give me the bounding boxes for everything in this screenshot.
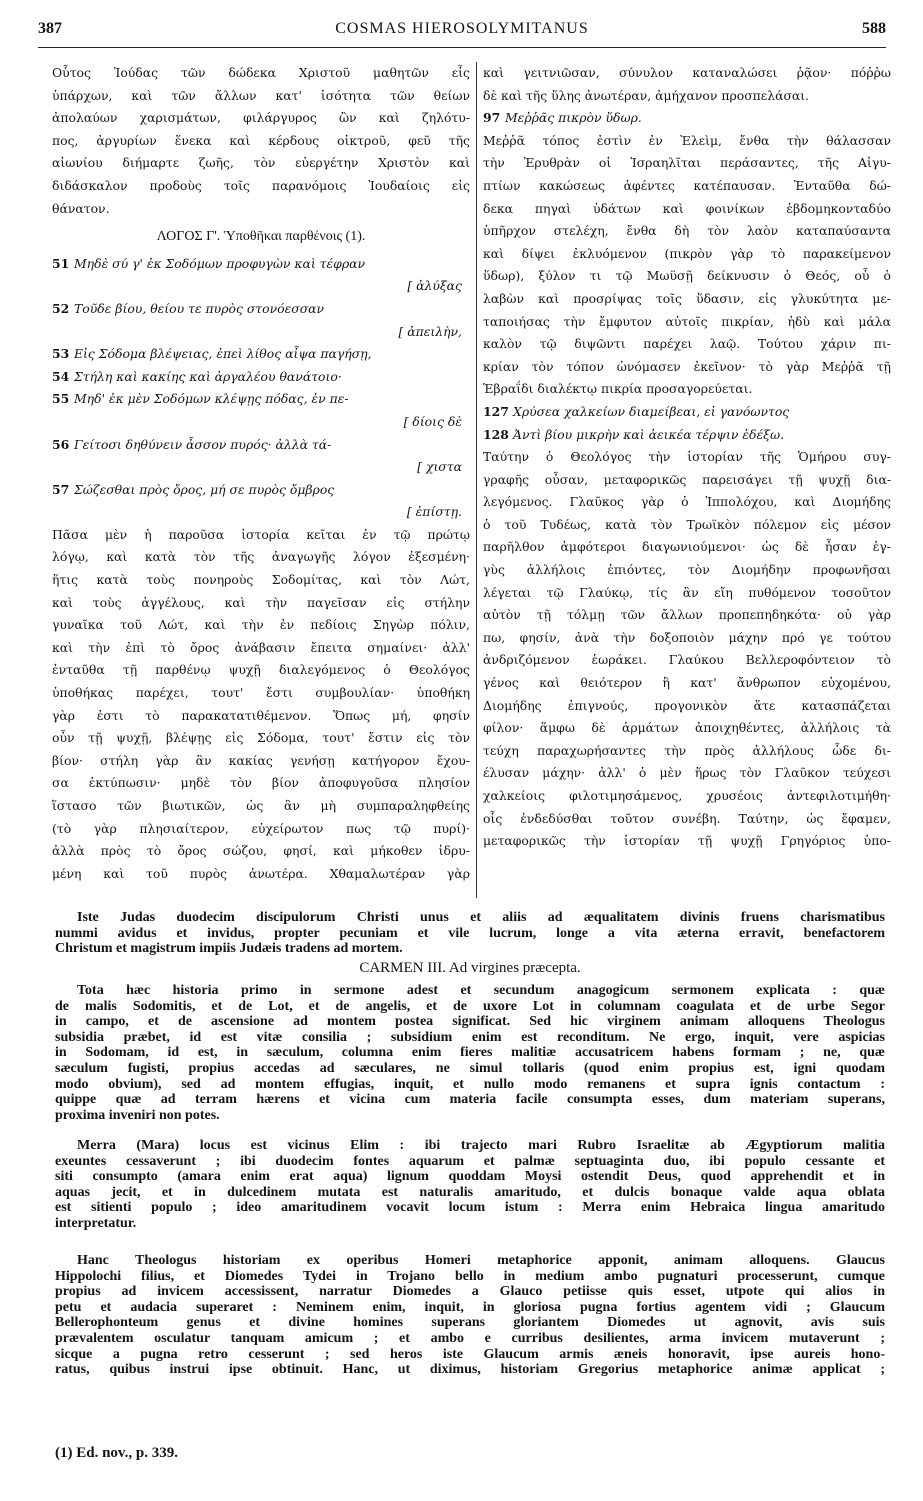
greek-line: παρῆλθον ἀμφότεροι διαγωνιούμενοι· ὡς δὲ ἦσαν ἐγ- [483,539,891,555]
latin-line: petu et audacia superaret : Neminem enim, inquit, in gloriosa pugna fortius agentem vidi ; Glaucum [55,1299,885,1315]
greek-line: γὺς ἀλλήλοις ἐπιόντες, τὸν Διομήδην προφωνῆσαι [483,562,891,578]
verse-continuation: [ ἀπειλὴν, [398,323,462,339]
latin-line: Hippolochi filius, et Diomedes Tydei in Trojano bello in medium ambo pugnaturi processerunt, cumque [55,1268,885,1284]
greek-line: μένη καὶ τοῦ πυρὸς ἀνωτέρα. Χθαμαλωτέραν γὰρ [52,865,470,881]
greek-line: κρίαν τὸν τόπον ὠνόμασεν ἐκεῖνον· τὸ γὰρ Μεῤῥᾶ τῇ [483,358,891,374]
footnote: (1) Ed. nov., p. 339. [55,1445,178,1461]
latin-line: siti consumpto (amara enim erat aqua) lignum quoddam Moysi ostendit Deus, quod apprehendit et in [55,1169,885,1185]
latin-line: sæculum fugisti, propius accedas ad sæculares, ne simul tollaris (quod enim propius est, igni quodam [55,1060,885,1076]
running-header [38,20,886,42]
verse-number: 56 [52,436,70,452]
greek-line: ἀνδριζόμενον ἑωράκει. Γλαύκου Βελλεροφόντειον τὸ [483,652,891,668]
header-rule [38,47,886,48]
verse-text: Μεῤῥᾶς πικρὸν ὕδωρ. [505,110,642,126]
latin-line: proxima inveniri non potes. [55,1107,220,1123]
verse-text: Ἀντὶ βίου μικρὴν καὶ ἀεικέα τέρψιν ἐδέξω. [513,426,785,442]
verse-128 [483,424,891,447]
verse-text: Χρύσεα χαλκείων διαμείβεαι, εἰ γανόωντος [513,403,790,419]
verse-54 [52,366,470,389]
verse-text: Μηδὲ σύ γ' ἐκ Σοδόμων προφυγὼν καὶ τέφραν [74,255,366,271]
greek-line: Πᾶσα μὲν ἡ παροῦσα ἱστορία κεῖται ἐν τῷ πρώτῳ [52,526,470,542]
verse-127 [483,401,891,424]
latin-line: nummi avidus et invidus, propter pecuniam et vile lucrum, longe a vita æterna erravit, benefactorem [55,925,885,941]
greek-line: καὶ δίψει ἐκλυόμενον (πικρὸν γὰρ τὸ παρακείμενον [483,245,891,261]
greek-line: γένος καὶ θειότερον ἢ κατ' ἄνθρωπον εὐχομένου, [483,675,891,691]
verse-56 [52,434,470,457]
verse-continuation: [ ἀλύξας [407,278,462,294]
verse-number: 53 [52,346,70,362]
greek-line: λεγόμενος. Γλαῦκος γὰρ ὁ Ἱππολόχου, καὶ Διομήδης [483,494,891,510]
verse-text: Τοῦδε βίου, θείου τε πυρὸς στονόεσσαν [74,300,325,316]
latin-paragraph-1 [55,910,885,957]
greek-line: οὖν τῇ ψυχῇ, βλέψῃς εἰς Σόδομα, τουτ' ἔστιν εἰς τὸν [52,730,470,746]
latin-paragraph-2 [55,983,885,1123]
greek-line: ἵστασο τῶν βιωτικῶν, ὡς ἂν μὴ συμπαραληφθείης [52,798,470,813]
greek-line: καὶ τοὺς ἀγγέλους, καὶ τὴν παγεῖσαν εἰς στήλην [52,594,470,610]
verse-text: Στήλη καὶ κακίης καὶ ἀργαλέου θανάτοιο· [74,368,342,384]
latin-line: prævalentem osculatur tanquam amicum ; et ambo e curribus desilientes, arma invicem mutaverunt ; [55,1330,885,1346]
latin-line: aquas jecit, et in dulcedinem mutata est naturalis amaritudo, et dulcis bonaque valde aqua oblata [55,1184,885,1200]
verse-51 [52,253,470,276]
greek-line: γυναῖκα τοῦ Λώτ, καὶ τὴν ἐν πεδίοις Σηγὼρ πόλιν, [52,617,470,633]
latin-line: quippe quæ ad terram hærens et vicina cum materia facile consumpta esses, dum materiam superans, [55,1092,885,1108]
greek-line: δὲ καὶ τῆς ὕλης ἀνωτέραν, ἀμήχανον προσπελάσαι. [483,87,810,103]
greek-column-left [52,62,470,885]
carmen-heading: CARMEN III. Ad virgines præcepta. [359,960,581,976]
verse-number: 128 [483,426,509,442]
greek-line: καὶ τὴν ἐπὶ τὸ ὄρος ἀνάβασιν ἔπειτα σημαίνει· ἀλλ' [52,639,470,655]
greek-line: γραφῆς οὖσαν, μεταφορικῶς παρεισάγει τῇ ψυχῇ δια- [483,471,891,487]
verse-number: 54 [52,368,70,384]
latin-line: subsidia præbet, id est vitæ consilia ; subsidium enim est reconditum. Ne ergo, inquit, vere aspicias [55,1029,885,1045]
greek-line: λαβὼν καὶ προσρίψας τοῖς ὕδασιν, εἰς γλυκύτητα με- [483,290,891,306]
verse-text: Μηδ' ἐκ μὲν Σοδόμων κλέψῃς πόδας, ἐν πε- [74,391,349,407]
greek-line: πος, ἀργυρίων ἕνεκα καὶ κέρδους οἰκτροῦ, φεῦ τῆς [52,132,470,148]
greek-line: Ταύτην ὁ Θεολόγος τὴν ἱστορίαν τῆς Ὁμήρου συγ- [483,449,891,465]
greek-line: τὴν Ἐρυθρὰν οἱ Ἰσραηλῖται περάσαντες, τῆς Αἰγυ- [483,155,891,171]
greek-line: μεταφορικῶς τὴν ἱστορίαν τῇ ψυχῇ Γρηγόριος ὑπο- [483,833,891,849]
latin-line: Hanc Theologus historiam ex operibus Homeri metaphorice apponit, animam alloquens. Glaucus [77,1253,885,1268]
verse-text: Σώζεσθαι πρὸς ὄρος, μή σε πυρὸς ὄμβρος [74,481,335,497]
page-number-left: 387 [38,20,62,37]
greek-line: Μεῤῥᾶ τόπος ἐστὶν ἐν Ἐλεὶμ, ἔνθα τὴν θάλασσαν [483,132,891,148]
greek-line: ὑπάρχων, καὶ τῶν ἄλλων κατ' ἰσότητα τῶν θείων [52,87,470,103]
greek-line: (τὸ γὰρ πλησιαίτερον, εὐχείρωτον πως τῷ πυρί)· [52,820,470,836]
latin-line: modo obvium), sed ad montem effugias, inquit, et nullo modo remanens et supra ignis contactum : [55,1076,885,1092]
greek-line: καλὸν τῷ διψῶντι παρέχει λαῷ. Τούτου χάριν πι- [483,336,891,352]
section-heading: ΛΟΓΟΣ Γ'. Ὑποθῆκαι παρθένοις (1). [156,229,366,245]
verse-continuation: [ ἐπίστῃ. [406,504,462,520]
greek-line: ὕδωρ), ξύλον τι τῷ Μωϋσῇ δείκνυσιν ὁ Θεός, οὗ ὁ [483,268,891,284]
greek-line: πτίων κακώσεως ἀφέντες κατέπαυσαν. Ἐνταῦθα δώ- [483,177,891,193]
latin-paragraph-4 [55,1253,885,1378]
greek-line: έλυσαν μάχην· ἀλλ' ὁ μὲν ἥρως τὸν Γλαῦκον τεύχεσι [483,765,891,781]
verse-number: 57 [52,481,70,497]
verse-52 [52,298,470,321]
verse-continuation: [ χιστα [417,459,462,475]
greek-line: αὐτὸν τῇ τόλμῃ τῶν ἄλλων προπεπηδηκότα· οὐ γὰρ [483,607,891,623]
latin-line: interpretatur. [55,1215,137,1231]
greek-line: Ἑβραΐδι διαλέκτῳ πικρία προσαγορεύεται. [483,381,753,397]
latin-line: exeuntes cessaverunt ; ibi duodecim fontes aquarum et palmæ septuaginta duo, ibi populo cessante et [55,1153,885,1169]
greek-line: τεύχη παραχωρήσαντες τὴν πρὸς ἀλλήλους ὧδε δι- [483,742,891,758]
latin-line: in campo, et de ascensione ad montem postea significat. Sed hic virginem animam alloquens Theologus [55,1014,885,1030]
latin-line: Christum et magistrum impiis Judæis tradens ad mortem. [55,941,403,957]
greek-line: πω, φησίν, ἀνὰ τὴν δοξοποιὸν μάχην πρό γε τούτου [483,629,891,645]
verse-number: 51 [52,255,70,271]
latin-line: Tota hæc historia primo in sermone adest et secundum anagogicum sermonem explicata : quæ [77,983,885,998]
greek-line: διδάσκαλον προδοὺς τοῖς παρανόμοις Ἰουδαίοις εἰς [52,177,470,193]
greek-line: σα ἐκτύπωσιν· μηδὲ τὸν βίον ἀποφυγοῦσα πλησίον [52,775,470,791]
latin-line: ratus, quibus instrui ipse obtinuit. Hanc, ut diximus, historiam Gregorius metaphorice animæ applicat ; [55,1362,885,1378]
greek-line: αἰωνίου διήμαρτε ζωῆς, τὸν εὐεργέτην Χριστὸν καὶ [52,155,470,171]
greek-line: λόγῳ, καὶ κατὰ τὸν τῆς ἀναγωγῆς λόγον ἐξεσμένη· [52,549,470,565]
verse-number: 52 [52,300,70,316]
greek-line: ἥτις κατὰ τοὺς πονηροὺς Σοδομίτας, καὶ τὸν Λώτ, [52,572,470,588]
verse-continuation: [ δίοις δὲ [403,413,462,429]
page-number-right: 588 [862,20,886,37]
greek-line: θάνατον. [52,200,110,216]
greek-line: ὑποθήκας παρέχει, τουτ' ἔστι συμβουλίαν· ὑποθήκη [52,685,470,701]
latin-paragraph-3 [55,1138,885,1232]
verse-text: Εἰς Σόδομα βλέψειας, ἐπεὶ λίθος αἶψα παγήσῃ, [74,346,372,362]
greek-line: ἀλλὰ πρὸς τὸ ὄρος σώζου, φησί, καὶ μήκοθεν ἱδρυ- [52,843,470,859]
greek-line: δεκα πηγαὶ ὑδάτων καὶ φοινίκων ἑβδομηκονταδύο [483,200,891,216]
verse-55 [52,388,470,411]
latin-line: propius ad invicem accessissent, narratur Diomedes a Glauco petiisse quis esset, utpote qui alios in [55,1284,885,1300]
greek-line: οἷς ἐνδεδύσθαι τοῦτον συνέβη. Ταύτην, ὡς ἔφαμεν, [483,810,891,826]
greek-line: ὑπῆρχον στελέχη, ἔνθα δὴ τὸν λαὸν καταπαύσαντα [483,223,891,239]
latin-line: in Sodomam, id est, in sæculum, columna enim fieres malitiæ accusatricem habens formam ; ne, quæ [55,1045,885,1061]
greek-line: ἐνταῦθα τῇ παρθένῳ ψυχῇ διαλεγόμενος ὁ Θεολόγος [52,662,470,678]
greek-line: Οὗτος Ἰούδας τῶν δώδεκα Χριστοῦ μαθητῶν εἷς [52,65,470,80]
running-title: COSMAS HIEROSOLYMITANUS [335,20,589,37]
latin-line: Iste Judas duodecim discipulorum Christi unus et aliis ad æqualitatem divinis fruens charismatibus [77,910,885,925]
verse-97 [483,107,891,130]
greek-line: γὰρ ἐστι τὸ παρακατατιθέμενον. Ὅπως μή, φησίν [52,707,470,723]
verse-text: Γείτοσι δηθύνειν ἆσσον πυρός· ἀλλὰ τά- [74,436,332,452]
latin-line: Bellerophonteum genus et divine homines superans gloriantem Diomedes ut agnovit, avis suis [55,1315,885,1331]
greek-line: ἀπολαύων χαρισμάτων, φιλάργυρος ὢν καὶ ζηλότυ- [52,110,470,126]
verse-number: 127 [483,403,509,419]
latin-line: Merra (Mara) locus est vicinus Elim : ibi trajecto mari Rubro Israelitæ ab Ægyptiorum malitia [77,1138,885,1153]
verse-number: 55 [52,391,70,407]
verse-number: 97 [483,110,501,126]
greek-column-right [476,62,891,898]
greek-line: καὶ γειτνιῶσαν, σύνυλον καταναλώσει ῥᾷον· πόῤῥω [483,65,891,80]
greek-line: χαλκείοις φιλοτιμησάμενος, χρυσέοις ἀντεφιλοτιμήθη· [483,788,891,803]
greek-line: φίλον· ἅμφω δὲ ἁρμάτων ἀποιχηθέντες, ἀλλήλοις τὰ [483,720,891,736]
latin-line: de malis Sodomitis, et de Lot, et de angelis, et de uxore Lot in columnam coagulata et de urbe Segor [55,998,885,1014]
greek-line: λέγεται τῷ Γλαύκῳ, τίς ἂν εἴη πυθόμενον τοσοῦτον [483,584,891,600]
greek-line: βίον· στήλη γὰρ ἂν κακίας γενήσῃ κατήγορον ἔχου- [52,752,470,768]
greek-line: Διομήδης ἐπιγνούς, προγονικὸν ἅτε κατασπάζεται [483,697,891,713]
latin-line: est sitienti populo ; ideo amaritudinem vocavit locum istum : Merra enim Hebraica lingua amaritudo [55,1200,885,1216]
verse-53 [52,343,470,366]
greek-line: ὁ τοῦ Τυδέως, κατὰ τὸν Τρωϊκὸν πόλεμον εἰς μέσον [483,516,891,532]
greek-line: ταποιήσας τὴν ἔμφυτον αὐτοῖς πικρίαν, ἡδὺ καὶ μάλα [483,313,891,329]
verse-57 [52,479,470,502]
latin-line: sicque a pugna retro cesserunt ; sed heros iste Glaucum armis æneis honoravit, ipse aureis hono- [55,1346,885,1362]
